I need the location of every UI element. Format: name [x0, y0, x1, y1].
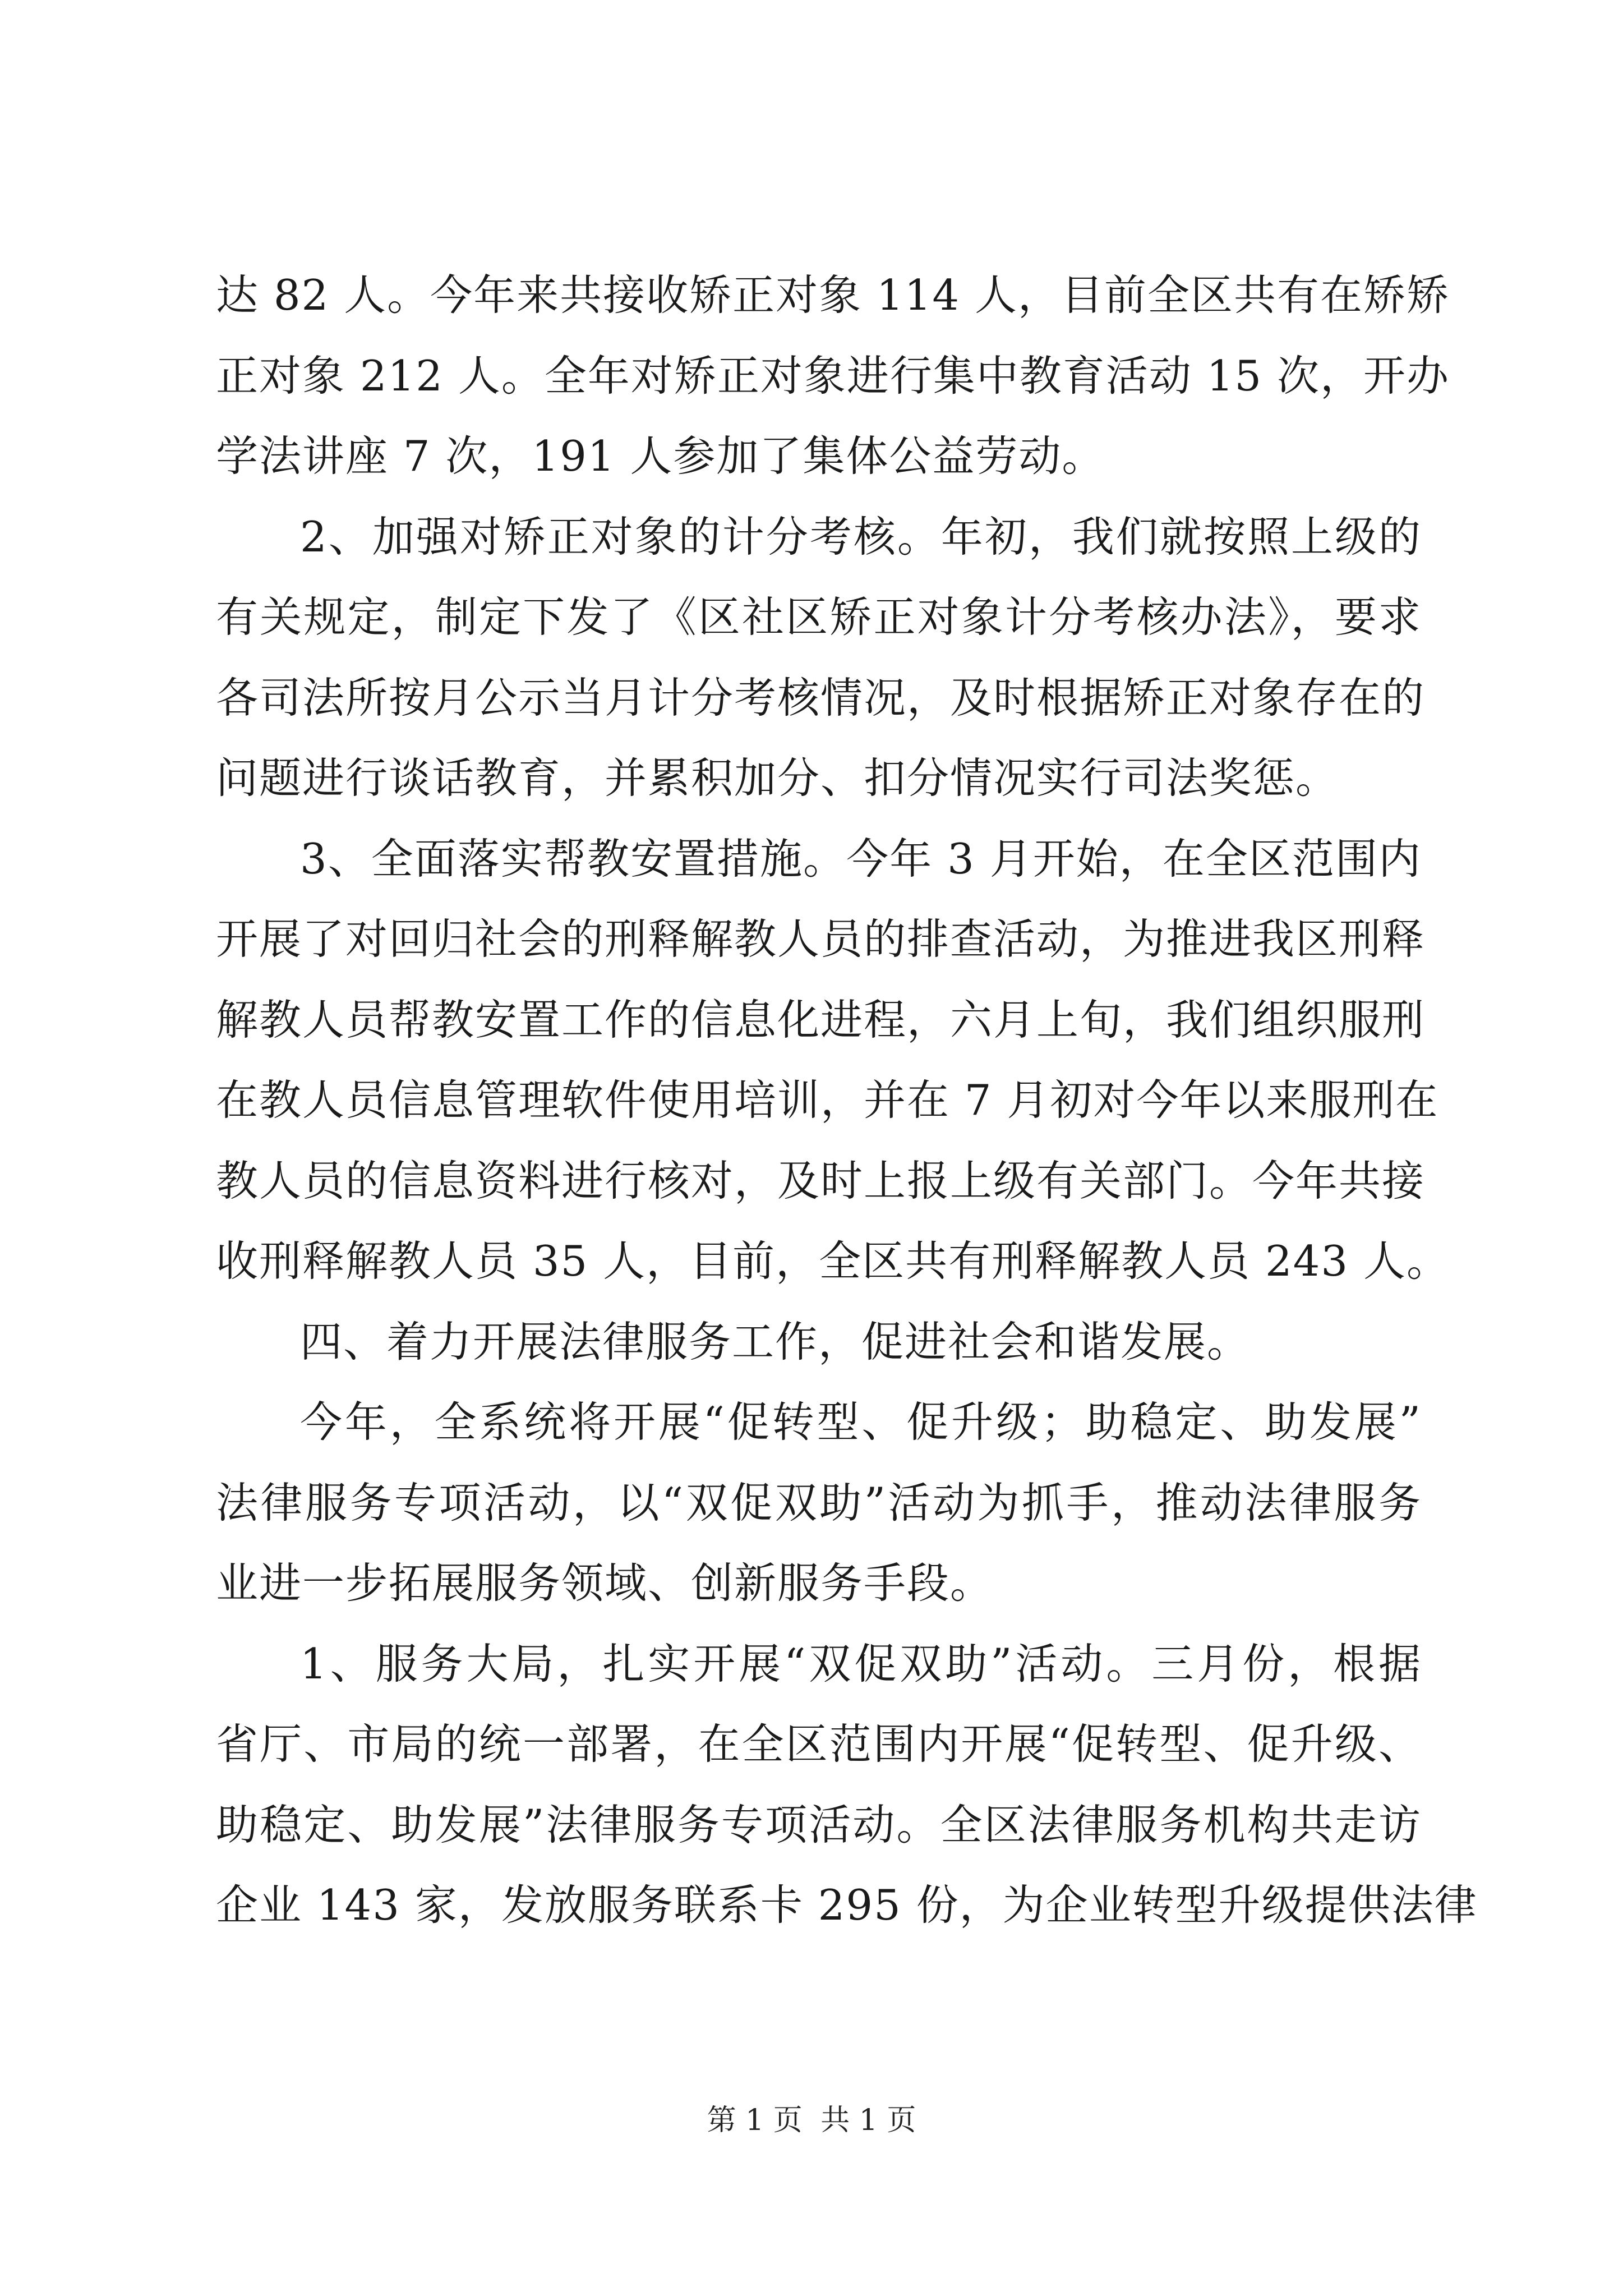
text-line: 教人员的信息资料进行核对，及时上报上级有关部门。今年共接	[216, 1156, 1426, 1205]
text-line: 学法讲座 7 次，191 人参加了集体公益劳动。	[216, 431, 1105, 481]
text-line: 省厅、市局的统一部署，在全区范围内开展“促转型、促升级、	[216, 1719, 1422, 1769]
text-line: 各司法所按月公示当月计分考核情况，及时根据矫正对象存在的	[216, 673, 1426, 723]
text-line: 2、加强对矫正对象的计分考核。年初，我们就按照上级的	[300, 512, 1422, 562]
page-footer	[0, 2101, 1623, 2140]
page-number: 第 1 页	[707, 2104, 803, 2137]
text-line: 企业 143 家，发放服务联系卡 295 份，为企业转型升级提供法律	[216, 1880, 1478, 1930]
text-line: 有关规定，制定下发了《区社区矫正对象计分考核办法》，要求	[216, 592, 1422, 642]
text-line: 1、服务大局，扎实开展“双促双助”活动。三月份，根据	[300, 1639, 1422, 1688]
text-line: 解教人员帮教安置工作的信息化进程，六月上旬，我们组织服刑	[216, 995, 1426, 1045]
document-body	[216, 255, 1478, 1946]
page-total: 共 1 页	[820, 2104, 916, 2137]
text-line: 助稳定、助发展”法律服务专项活动。全区法律服务机构共走访	[216, 1800, 1422, 1849]
text-line: 业进一步拓展服务领域、创新服务手段。	[216, 1558, 994, 1608]
text-line: 四、着力开展法律服务工作，促进社会和谐发展。	[300, 1317, 1251, 1366]
text-line: 问题进行谈话教育，并累积加分、扣分情况实行司法奖惩。	[216, 753, 1339, 803]
text-line: 在教人员信息管理软件使用培训，并在 7 月初对今年以来服刑在	[216, 1075, 1439, 1125]
text-line: 法律服务专项活动，以“双促双助”活动为抓手，推动法律服务	[216, 1478, 1422, 1527]
text-line: 开展了对回归社会的刑释解教人员的排查活动，为推进我区刑释	[216, 914, 1426, 964]
text-line: 达 82 人。今年来共接收矫正对象 114 人，目前全区共有在矫矫	[216, 270, 1450, 320]
text-line: 3、全面落实帮教安置措施。今年 3 月开始，在全区范围内	[300, 834, 1422, 884]
text-line: 收刑释解教人员 35 人，目前，全区共有刑释解教人员 243 人。	[216, 1236, 1450, 1286]
text-line: 正对象 212 人。全年对矫正对象进行集中教育活动 15 次，开办	[216, 351, 1450, 401]
text-line: 今年，全系统将开展“促转型、促升级；助稳定、助发展”	[300, 1397, 1422, 1447]
